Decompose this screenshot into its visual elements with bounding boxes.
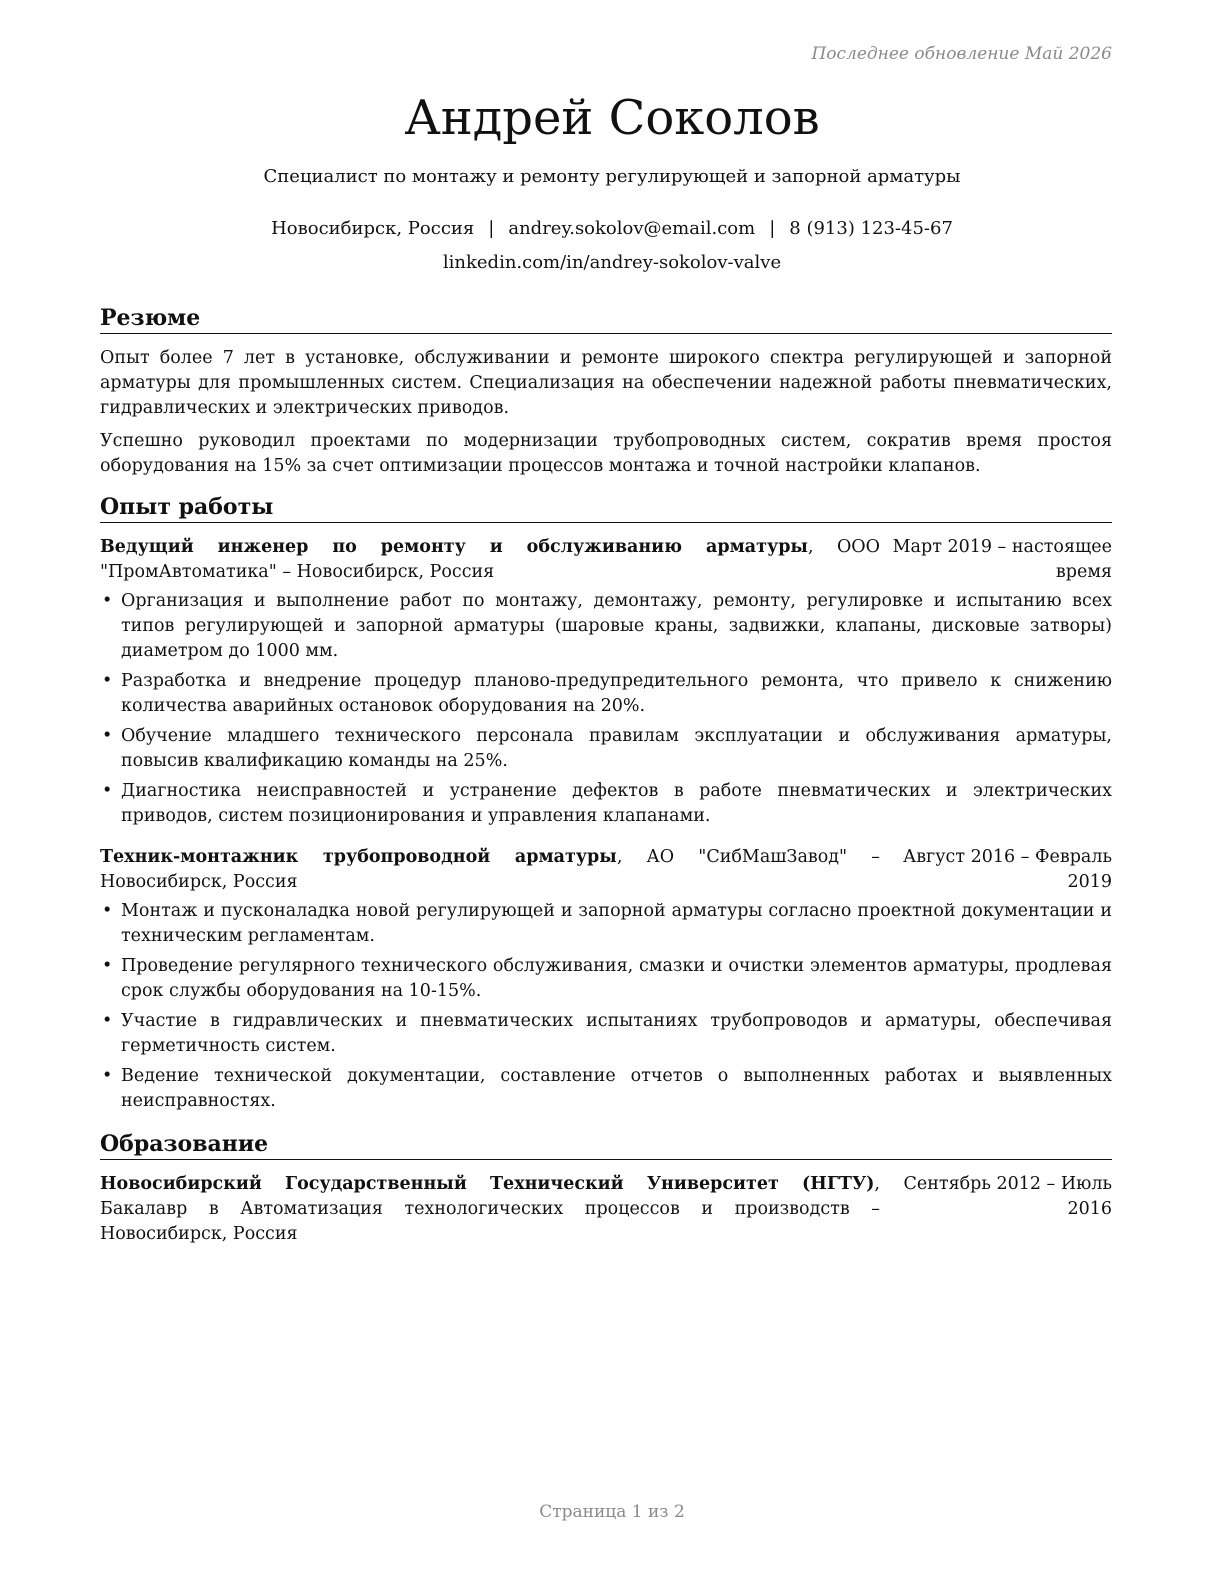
job-dates: Август 2016 – Февраль 2019 <box>902 847 1112 892</box>
page-number: Страница 1 из 2 <box>539 1502 685 1522</box>
job-entry <box>100 535 1112 829</box>
job-bullet: • Проведение регулярного технического обслуживания, смазки и очистки элементов арматуры, продлевая срок службы оборудования на 10-15%. <box>100 954 1112 1004</box>
job-bullets <box>100 899 1112 1114</box>
job-bullet: • Ведение технической документации, составление отчетов о выполненных работах и выявленных неисправностях. <box>100 1064 1112 1114</box>
resume-body <box>100 304 1112 1261</box>
job-company: , ООО "ПромАвтоматика" – Новосибирск, Россия <box>100 537 880 582</box>
education-details: , Бакалавр в Автоматизация технологических процессов и производств – Новосибирск, Россия <box>100 1174 880 1244</box>
location-text: Новосибирск, Россия <box>271 218 475 239</box>
contact-separator: | <box>488 218 495 239</box>
job-position: Ведущий инженер по ремонту и обслуживанию арматуры <box>100 537 808 557</box>
summary-paragraph: Успешно руководил проектами по модернизации трубопроводных систем, сократив время простоя оборудования на 15% за счет оптимизации процессов монтажа и точной настройки клапанов. <box>100 431 1112 476</box>
contact-line <box>0 218 1224 239</box>
candidate-name: Андрей Соколов <box>404 90 820 146</box>
candidate-subtitle: Специалист по монтажу и ремонту регулирующей и запорной арматуры <box>263 166 961 187</box>
job-header <box>100 535 1112 585</box>
section-title-experience: Опыт работы <box>100 493 1112 523</box>
summary-section <box>100 304 1112 479</box>
job-dates: Март 2019 – настоящее время <box>892 537 1112 582</box>
education-title-line <box>100 1172 880 1247</box>
job-header <box>100 845 1112 895</box>
job-company: , АО "СибМашЗавод" – Новосибирск, Россия <box>100 847 880 892</box>
job-bullet: • Монтаж и пусконаладка новой регулирующей и запорной арматуры согласно проектной документации и техническим регламентам. <box>100 899 1112 949</box>
email-link[interactable]: andrey.sokolov@email.com <box>508 218 756 239</box>
job-position: Техник-монтажник трубопроводной арматуры <box>100 847 617 867</box>
education-institution: Новосибирский Государственный Технический Университет (НГТУ) <box>100 1174 875 1194</box>
job-bullet: • Организация и выполнение работ по монтажу, демонтажу, ремонту, регулировке и испытанию всех типов регулирующей и запорной арматуры (шаровые краны, задвижки, клапаны, дисковые затворы) диаметром до 1000 мм. <box>100 589 1112 664</box>
phone-text: 8 (913) 123-45-67 <box>789 218 953 239</box>
job-bullet: • Участие в гидравлических и пневматических испытаниях трубопроводов и арматуры, обеспечивая герметичность систем. <box>100 1009 1112 1059</box>
education-dates: Сентябрь 2012 – Июль 2016 <box>903 1174 1112 1219</box>
job-title-line <box>100 535 880 585</box>
job-entry <box>100 845 1112 1114</box>
job-bullets <box>100 589 1112 829</box>
last-updated-note: Последнее обновление Май 2026 <box>811 44 1112 64</box>
experience-section <box>100 493 1112 1114</box>
job-bullet: • Обучение младшего технического персонала правилам эксплуатации и обслуживания арматуры, повысив квалификацию команды на 25%. <box>100 724 1112 774</box>
education-entry <box>100 1172 1112 1247</box>
contact-separator: | <box>769 218 776 239</box>
linkedin-link[interactable]: linkedin.com/in/andrey-sokolov-valve <box>442 252 782 273</box>
job-bullet: • Диагностика неисправностей и устранение дефектов в работе пневматических и электрических приводов, систем позиционирования и управления клапанами. <box>100 779 1112 829</box>
job-title-line <box>100 845 880 895</box>
section-title-education: Образование <box>100 1130 1112 1160</box>
summary-paragraph: Опыт более 7 лет в установке, обслуживании и ремонте широкого спектра регулирующей и запорной арматуры для промышленных систем. Специализация на обеспечении надежной работы пневматических, гидравлических и электрических приводов. <box>100 348 1112 418</box>
education-section <box>100 1130 1112 1247</box>
job-bullet: • Разработка и внедрение процедур планово-предупредительного ремонта, что привело к снижению количества аварийных остановок оборудования на 20%. <box>100 669 1112 719</box>
section-title-summary: Резюме <box>100 304 1112 334</box>
